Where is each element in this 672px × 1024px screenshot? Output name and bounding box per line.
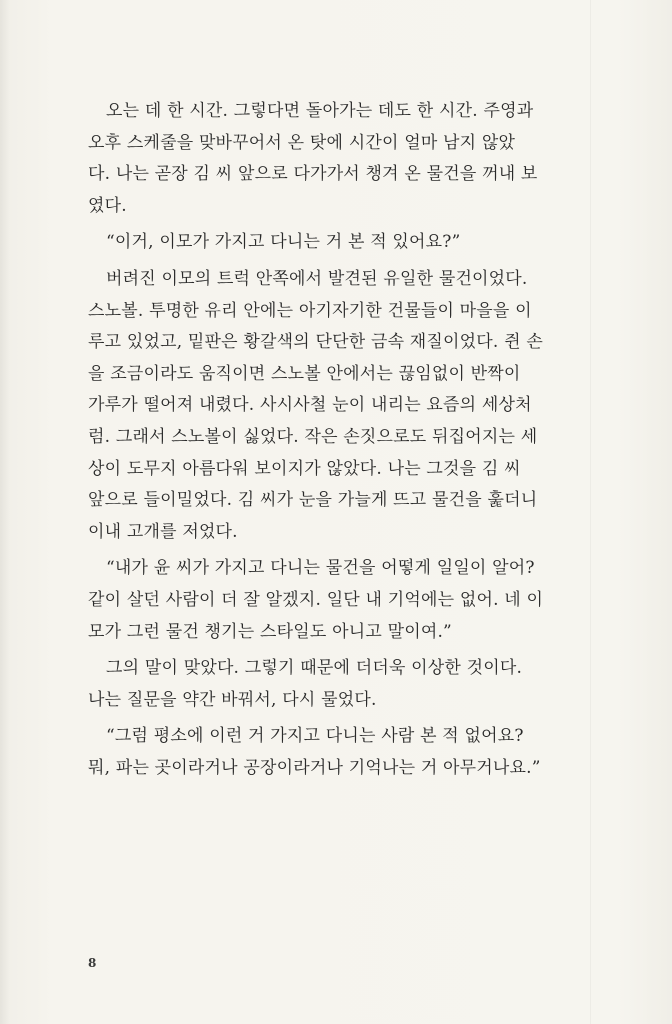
text-line: “그럼 평소에 이런 거 가지고 다니는 사람 본 적 없어요? <box>106 726 524 747</box>
paragraph-3 <box>88 264 558 548</box>
text-line: 모가 그런 물건 챙기는 스타일도 아니고 말이여.” <box>88 621 452 642</box>
text-line: 였다. <box>88 195 127 216</box>
text-line: “내가 윤 씨가 가지고 다니는 물건을 어떻게 일일이 알어? <box>106 558 535 579</box>
text-line: 가루가 떨어져 내렸다. 사시사철 눈이 내리는 요즘의 세상처 <box>88 395 532 416</box>
text-line: 뭐, 파는 곳이라거나 공장이라거나 기억나는 거 아무거나요.” <box>88 757 541 778</box>
text-line: 앞으로 들이밀었다. 김 씨가 눈을 가늘게 뜨고 물건을 훑더니 <box>88 490 538 511</box>
text-line: 상이 도무지 아름다워 보이지가 않았다. 나는 그것을 김 씨 <box>88 458 521 479</box>
text-line: “이거, 이모가 가지고 다니는 거 본 적 있어요?” <box>106 232 461 253</box>
paragraph-1 <box>88 96 558 222</box>
text-line: 오는 데 한 시간. 그렇다면 돌아가는 데도 한 시간. 주영과 <box>106 101 534 121</box>
text-line: 다. 나는 곧장 김 씨 앞으로 다가가서 챙겨 온 물건을 꺼내 보 <box>88 164 538 185</box>
text-line: 스노볼. 투명한 유리 안에는 아기자기한 건물들이 마을을 이 <box>88 300 532 321</box>
page-number: 8 <box>88 956 97 970</box>
paragraph-5 <box>88 653 558 716</box>
text-line: 루고 있었고, 밑판은 황갈색의 단단한 금속 재질이었다. 쥔 손 <box>88 332 543 353</box>
paragraph-2 <box>88 227 558 259</box>
paragraph-6 <box>88 721 558 784</box>
text-line: 그의 말이 맞았다. 그렇기 때문에 더더욱 이상한 것이다. <box>106 658 523 679</box>
text-line: 럼. 그래서 스노볼이 싫었다. 작은 손짓으로도 뒤집어지는 세 <box>88 426 538 447</box>
body-text <box>88 96 558 789</box>
spine-shadow <box>0 0 10 1024</box>
paragraph-4 <box>88 553 558 648</box>
text-line: 나는 질문을 약간 바꿔서, 다시 물었다. <box>88 689 377 710</box>
text-line: 을 조금이라도 움직이면 스노볼 안에서는 끊임없이 반짝이 <box>88 363 521 384</box>
text-line: 이내 고개를 저었다. <box>88 521 238 542</box>
page-fold-line <box>590 0 591 1024</box>
text-line: 같이 살던 사람이 더 잘 알겠지. 일단 내 기억에는 없어. 네 이 <box>88 589 544 610</box>
text-line: 버려진 이모의 트럭 안쪽에서 발견된 유일한 물건이었다. <box>106 268 528 289</box>
text-line: 오후 스케줄을 맞바꾸어서 온 탓에 시간이 얼마 남지 않았 <box>88 132 516 153</box>
